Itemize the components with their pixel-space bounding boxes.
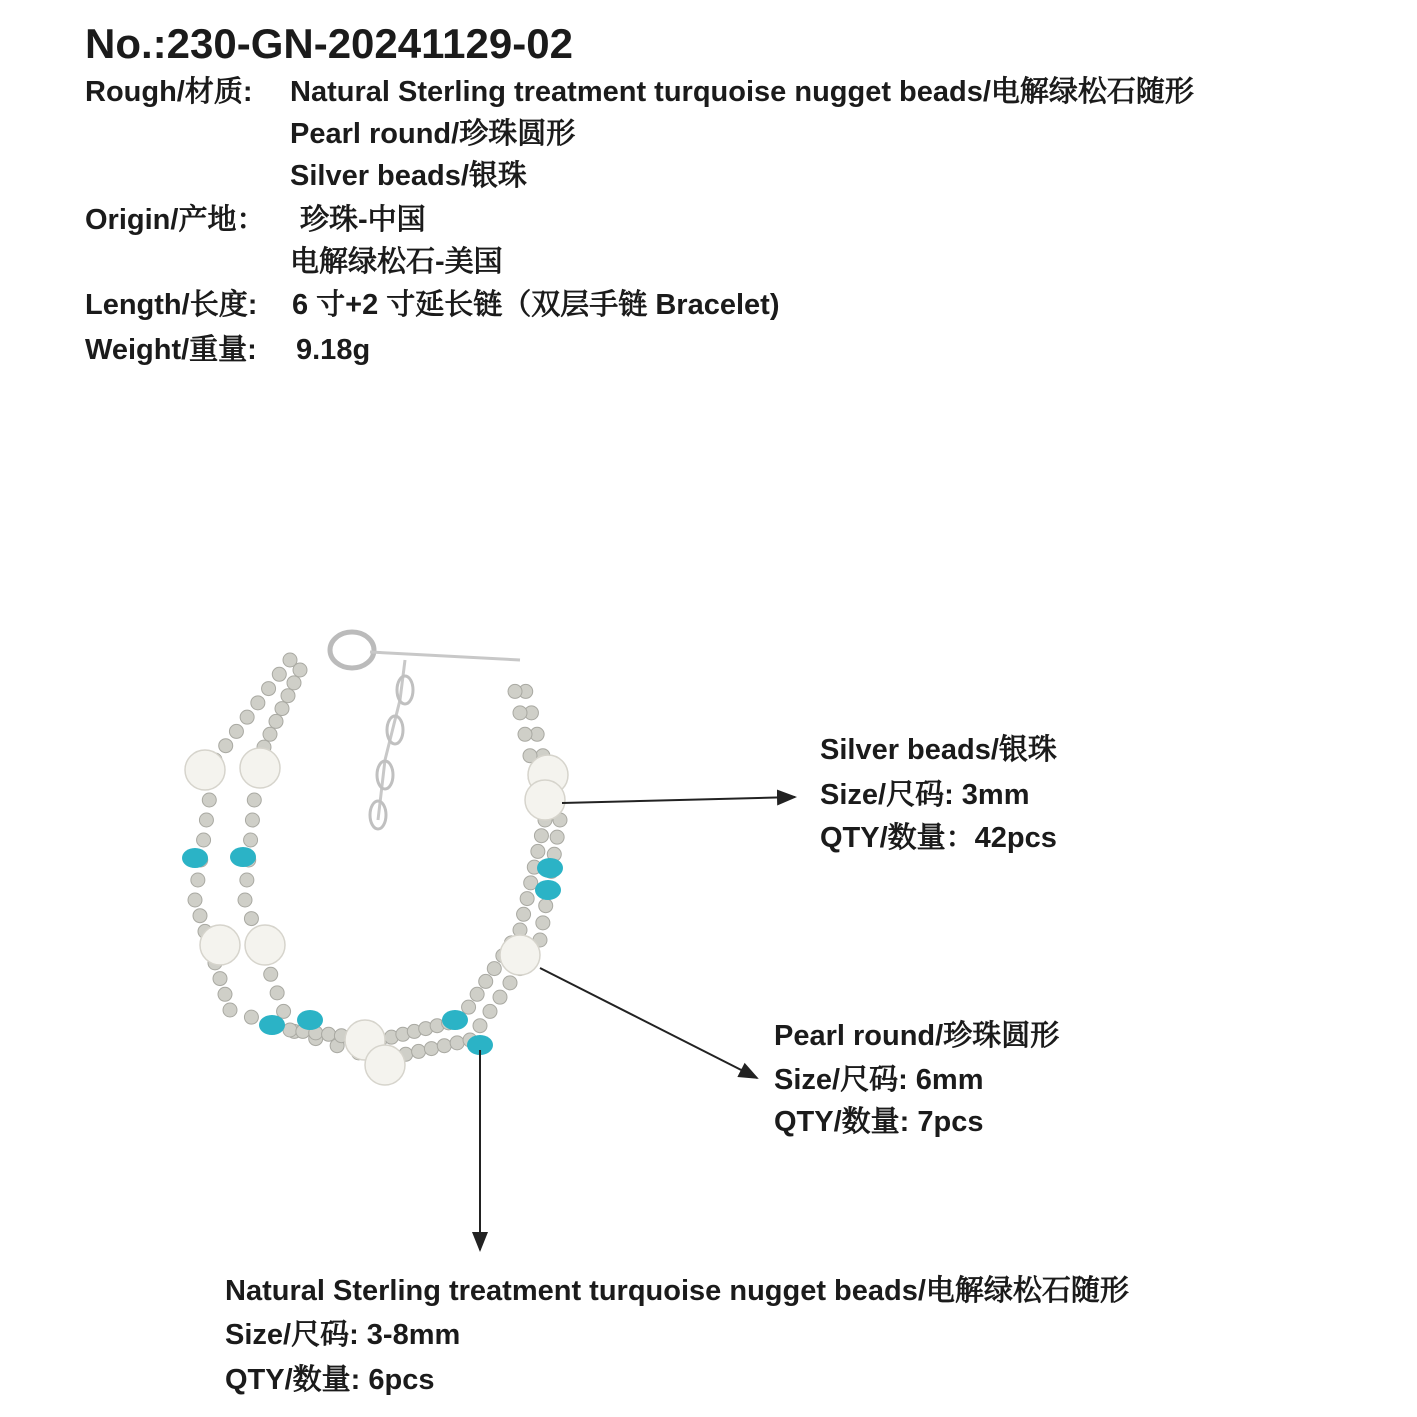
silver-bead — [193, 909, 207, 923]
pearl-callout-arrow — [540, 968, 757, 1078]
pearl-bead — [525, 780, 565, 820]
silver-bead — [293, 663, 307, 677]
pearl-size: Size/尺码: 6mm — [774, 1064, 984, 1096]
turquoise-name: Natural Sterling treatment turquoise nugget beads/电解绿松石随形 — [225, 1275, 1129, 1307]
length-label: Length/长度: — [85, 289, 258, 321]
silver-callout-arrow — [562, 797, 795, 803]
silver-bead — [437, 1039, 451, 1053]
pearl-bead — [200, 925, 240, 965]
silver-bead — [534, 829, 548, 843]
silver-bead — [219, 739, 233, 753]
turquoise-bead — [182, 848, 208, 868]
silver-bead — [244, 912, 258, 926]
silver-bead — [245, 813, 259, 827]
silver-bead — [550, 830, 564, 844]
silver-bead — [412, 1044, 426, 1058]
length-value: 6 寸+2 寸延长链（双层手链 Bracelet) — [292, 289, 780, 321]
silver-bead — [188, 893, 202, 907]
clasp-icon — [330, 632, 374, 668]
rough-label: Rough/材质: — [85, 76, 253, 108]
pearl-bead — [500, 935, 540, 975]
silver-bead — [240, 873, 254, 887]
silver-bead — [508, 684, 522, 698]
silver-bead — [270, 986, 284, 1000]
weight-label: Weight/重量: — [85, 334, 257, 366]
silver-bead — [251, 696, 265, 710]
turquoise-qty: QTY/数量: 6pcs — [225, 1364, 435, 1396]
silver-bead — [322, 1027, 336, 1041]
silver-bead — [483, 1004, 497, 1018]
silver-bead — [238, 893, 252, 907]
silver-qty: QTY/数量：42pcs — [820, 822, 1057, 854]
pearl-bead — [245, 925, 285, 965]
origin-value-pearl: 珍珠-中国 — [300, 204, 426, 236]
silver-bead — [462, 1000, 476, 1014]
chain — [370, 652, 520, 660]
silver-bead — [487, 962, 501, 976]
silver-bead — [493, 990, 507, 1004]
silver-bead — [191, 873, 205, 887]
silver-bead — [473, 1019, 487, 1033]
silver-bead — [244, 1010, 258, 1024]
silver-bead — [264, 967, 278, 981]
silver-name: Silver beads/银珠 — [820, 734, 1057, 766]
silver-bead — [263, 727, 277, 741]
rough-value-turquoise: Natural Sterling treatment turquoise nugget beads/电解绿松石随形 — [290, 76, 1194, 108]
rough-value-pearl: Pearl round/珍珠圆形 — [290, 118, 576, 150]
origin-label: Origin/产地： — [85, 204, 266, 236]
product-number: No.:230-GN-20241129-02 — [85, 20, 573, 67]
silver-bead — [223, 1003, 237, 1017]
silver-bead — [517, 907, 531, 921]
turquoise-bead — [230, 847, 256, 867]
silver-bead — [513, 706, 527, 720]
silver-bead — [244, 833, 258, 847]
silver-bead — [199, 813, 213, 827]
silver-bead — [470, 987, 484, 1001]
silver-bead — [247, 793, 261, 807]
silver-bead — [262, 682, 276, 696]
chain-link — [397, 676, 413, 704]
silver-bead — [503, 976, 517, 990]
pearl-name: Pearl round/珍珠圆形 — [774, 1020, 1060, 1052]
pearl-bead — [240, 748, 280, 788]
turquoise-bead — [537, 858, 563, 878]
silver-bead — [272, 667, 286, 681]
silver-bead — [479, 974, 493, 988]
turquoise-size: Size/尺码: 3-8mm — [225, 1319, 461, 1351]
weight-value: 9.18g — [296, 334, 371, 366]
turquoise-bead — [442, 1010, 468, 1030]
turquoise-bead — [297, 1010, 323, 1030]
silver-bead — [450, 1036, 464, 1050]
silver-size: Size/尺码: 3mm — [820, 779, 1030, 811]
silver-bead — [536, 916, 550, 930]
silver-bead — [229, 724, 243, 738]
turquoise-bead — [259, 1015, 285, 1035]
turquoise-bead — [535, 880, 561, 900]
silver-bead — [539, 899, 553, 913]
origin-value-turquoise: 电解绿松石-美国 — [290, 246, 503, 278]
pearl-qty: QTY/数量: 7pcs — [774, 1106, 984, 1138]
silver-bead — [240, 710, 254, 724]
silver-bead — [213, 972, 227, 986]
silver-bead — [218, 987, 232, 1001]
silver-bead — [202, 793, 216, 807]
silver-bead — [277, 1004, 291, 1018]
silver-bead — [275, 702, 289, 716]
pearl-bead — [185, 750, 225, 790]
pearl-bead — [365, 1045, 405, 1085]
silver-bead — [283, 1023, 297, 1037]
silver-bead — [520, 892, 534, 906]
silver-bead — [287, 676, 301, 690]
rough-value-silver: Silver beads/银珠 — [290, 160, 527, 192]
silver-bead — [424, 1042, 438, 1056]
silver-bead — [197, 833, 211, 847]
silver-bead — [518, 727, 532, 741]
silver-bead — [531, 844, 545, 858]
silver-bead — [269, 714, 283, 728]
silver-bead — [281, 689, 295, 703]
